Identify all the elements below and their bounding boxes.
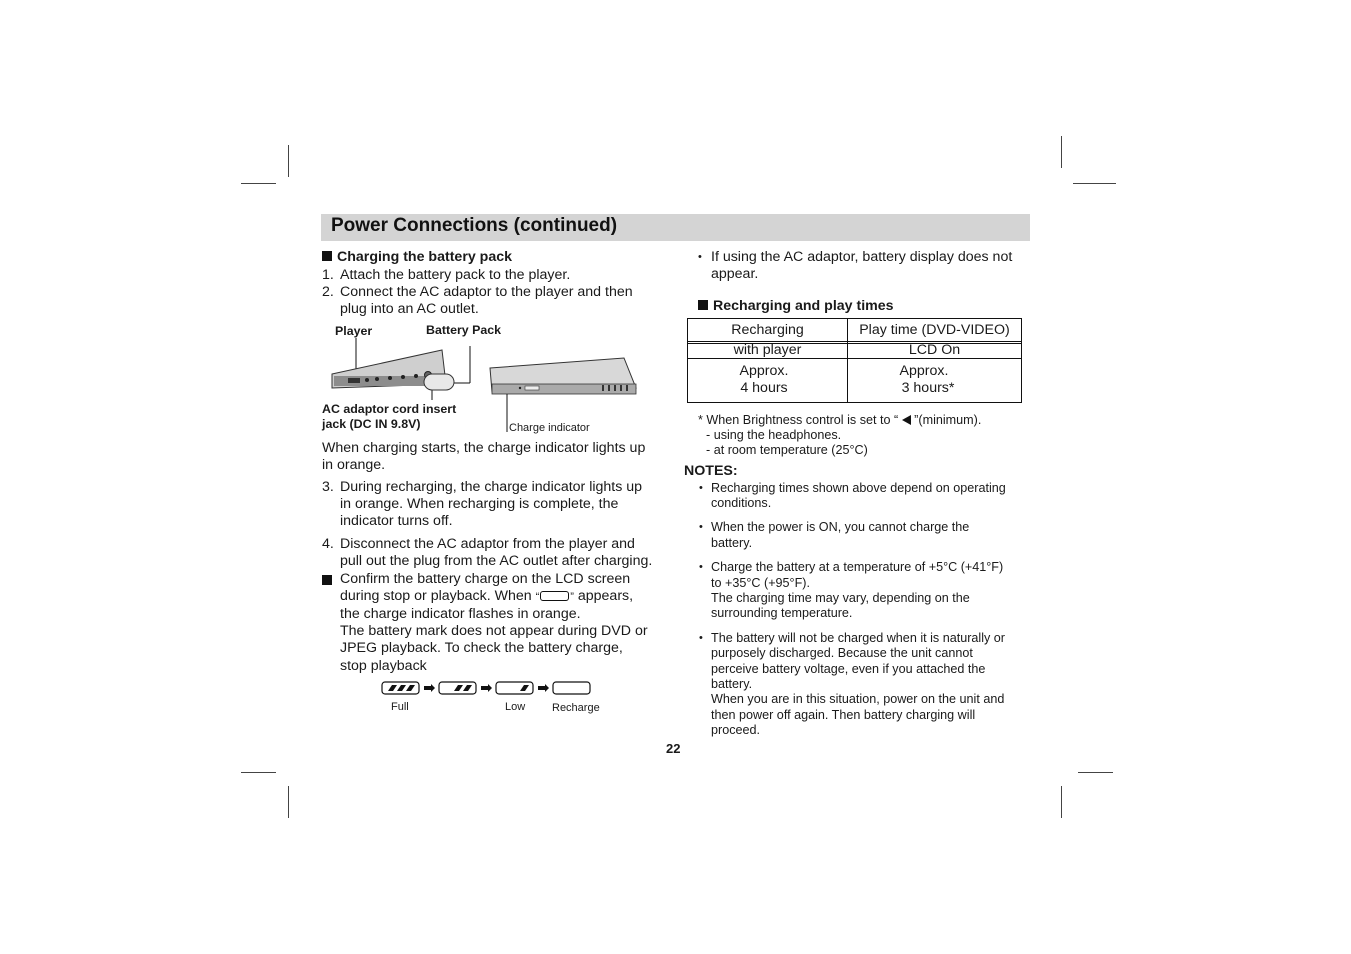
charging-paragraph: When charging starts, the charge indicator lights up [322, 440, 646, 456]
confirm-text: stop playback [340, 658, 427, 674]
note-text: conditions. [711, 496, 772, 510]
note-text: to +35°C (+95°F). [711, 576, 810, 590]
table-header: Recharging [731, 322, 804, 338]
bullet-icon: • [699, 632, 703, 644]
battery-icon [553, 682, 590, 694]
crop-mark [288, 786, 289, 818]
square-bullet-icon [322, 575, 332, 585]
recharge-table [687, 318, 1022, 403]
footnote: - using the headphones. [706, 428, 842, 442]
confirm-text: JPEG playback. To check the battery charge, [340, 640, 623, 656]
note-text: The battery will not be charged when it is naturally or [711, 631, 1006, 645]
note-text: proceed. [711, 723, 761, 737]
section-title-charging: Charging the battery pack [322, 249, 512, 267]
note-text: battery. [711, 536, 753, 550]
footnote: * When Brightness control is set to “ ”(minimum). [698, 413, 982, 427]
table-cell: Approx. [739, 363, 789, 379]
confirm-text: the charge indicator flashes in orange. [340, 606, 581, 622]
battery-recharge-label: Recharge [552, 702, 600, 714]
confirm-text: during stop or playback. When “ ” appears, [340, 588, 634, 604]
page-title: Power Connections (continued) [331, 215, 618, 236]
crop-mark [241, 772, 276, 773]
arrow-right-icon [424, 684, 435, 692]
step-4-text: pull out the plug from the AC outlet after charging. [340, 553, 653, 569]
step-1: 1. [322, 267, 334, 283]
player-label: Player [335, 324, 373, 338]
table-cell: LCD On [908, 342, 961, 358]
ac-jack-label: jack (DC IN 9.8V) [322, 417, 421, 431]
battery-level-sequence [380, 680, 600, 698]
crop-mark [288, 145, 289, 177]
note-text: Charge the battery at a temperature of +5°C (+41°F) [711, 560, 1004, 574]
battery-full-label: Full [391, 701, 409, 713]
battery-pack-label: Battery Pack [426, 323, 502, 337]
step-3-text: During recharging, the charge indicator lights up [340, 479, 643, 495]
ac-note: If using the AC adaptor, battery display does not [711, 249, 1013, 265]
table-cell: 4 hours [740, 380, 788, 396]
note-text: perceive battery voltage, even if you attached the [711, 662, 986, 676]
page-number: 22 [666, 741, 681, 756]
charge-indicator-label: Charge indicator [509, 422, 590, 434]
battery-icon [439, 682, 476, 694]
section-header-bar [321, 214, 1030, 241]
ac-jack-label: AC adaptor cord insert [322, 402, 457, 416]
arrow-right-icon [481, 684, 492, 692]
bullet-icon: • [699, 561, 703, 573]
confirm-text: Confirm the battery charge on the LCD screen [340, 571, 631, 587]
arrow-right-icon [538, 684, 549, 692]
charging-paragraph: in orange. [322, 457, 386, 473]
table-cell: with player [733, 342, 802, 358]
step-3-text: in orange. When recharging is complete, the [340, 496, 619, 512]
crop-mark [241, 183, 276, 184]
step-3: 3. [322, 479, 334, 495]
step-3-text: indicator turns off. [340, 513, 453, 529]
crop-mark [1078, 772, 1113, 773]
battery-icon [382, 682, 419, 694]
step-4-text: Disconnect the AC adaptor from the player and [340, 536, 635, 552]
square-bullet-icon [322, 251, 332, 261]
step-2-text: Connect the AC adaptor to the player and then [340, 284, 633, 300]
note-text: then power off again. Then battery charging will [711, 708, 976, 722]
section-title-recharging: Recharging and play times [698, 298, 894, 316]
note-text: When you are in this situation, power on the unit and [711, 692, 1005, 706]
table-cell: 3 hours* [901, 380, 955, 396]
note-text: Recharging times shown above depend on operating [711, 481, 1006, 495]
step-2-text: plug into an AC outlet. [340, 301, 479, 317]
step-2: 2. [322, 284, 334, 300]
table-cell: Approx. [899, 363, 949, 379]
note-text: The charging time may vary, depending on the [711, 591, 970, 605]
crop-mark [1061, 786, 1062, 818]
table-header: Play time (DVD-VIDEO) [859, 322, 1010, 338]
note-text: purposely discharged. Because the unit cannot [711, 646, 973, 660]
confirm-text: The battery mark does not appear during DVD or [340, 623, 648, 639]
crop-mark [1073, 183, 1116, 184]
step-1-text: Attach the battery pack to the player. [340, 267, 571, 283]
bullet-icon: • [699, 482, 703, 494]
crop-mark [1061, 136, 1062, 168]
note-text: battery. [711, 677, 753, 691]
bullet-icon: • [698, 251, 702, 263]
footnote: - at room temperature (25°C) [706, 443, 868, 457]
note-text: surrounding temperature. [711, 606, 853, 620]
step-4: 4. [322, 536, 334, 552]
ac-note: appear. [711, 266, 759, 282]
empty-battery-icon [540, 591, 569, 601]
battery-low-label: Low [505, 701, 526, 713]
triangle-left-icon [902, 415, 911, 425]
square-bullet-icon [698, 300, 708, 310]
notes-heading: NOTES: [684, 463, 738, 479]
battery-icon [496, 682, 533, 694]
bullet-icon: • [699, 521, 703, 533]
note-text: When the power is ON, you cannot charge the [711, 520, 970, 534]
